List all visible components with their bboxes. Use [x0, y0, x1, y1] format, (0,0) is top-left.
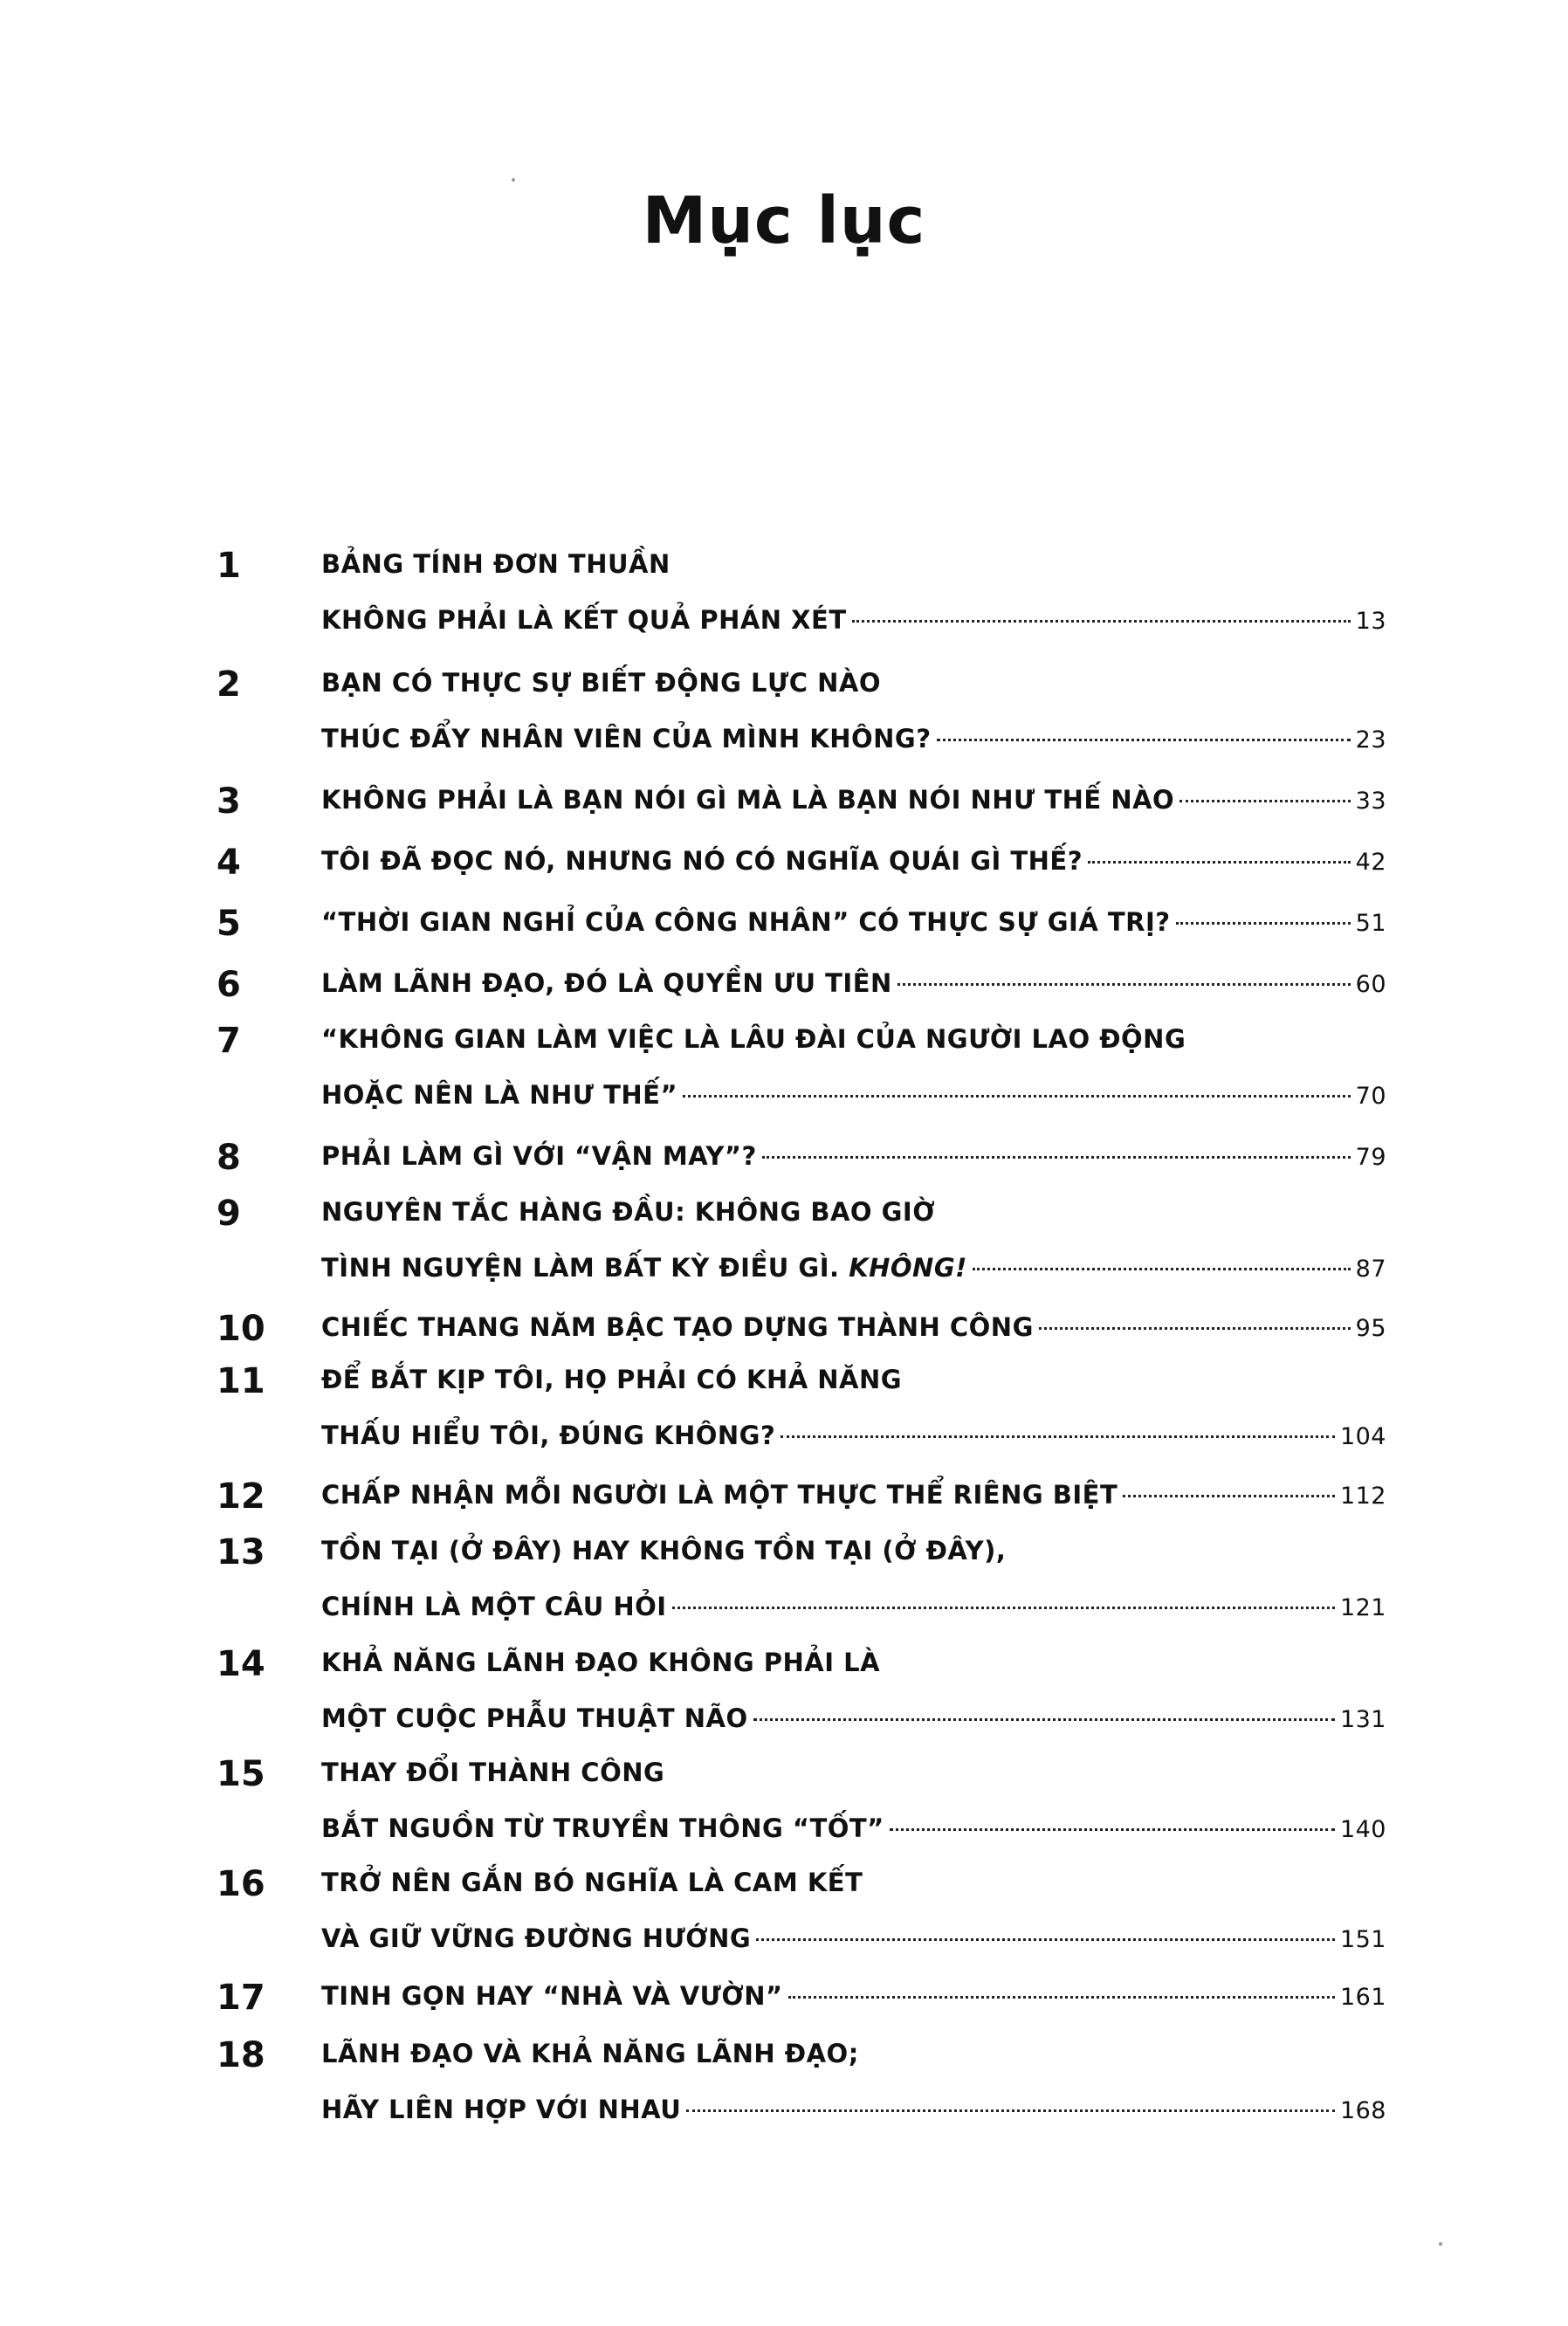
chapter-number: 14: [217, 1644, 265, 1684]
chapter-number: 15: [217, 1754, 265, 1794]
chapter-title-text: PHẢI LÀM GÌ VỚI “VẬN MAY”?: [321, 1141, 757, 1171]
chapter-title-text: “THỜI GIAN NGHỈ CỦA CÔNG NHÂN” CÓ THỰC SỰ GIÁ TRỊ?: [321, 907, 1171, 937]
page-number: 104: [1339, 1423, 1386, 1450]
chapter-title-text: HÃY LIÊN HỢP VỚI NHAU: [321, 2095, 682, 2124]
chapter-title-line-2: [321, 1249, 1386, 1287]
page-number: 51: [1355, 910, 1386, 937]
page-number: 95: [1355, 1315, 1386, 1342]
chapter-title-text: VÀ GIỮ VỮNG ĐƯỜNG HƯỚNG: [321, 1923, 752, 1953]
dot-leader: [1088, 861, 1351, 864]
chapter-title-line-2: [321, 1919, 1386, 1958]
chapter-number: 18: [217, 2035, 265, 2075]
chapter-number: 16: [217, 1864, 265, 1904]
dot-leader: [753, 1718, 1335, 1721]
chapter-title-line-1: [321, 842, 1386, 880]
page-number: 33: [1355, 788, 1386, 815]
chapter-title-text: [321, 1249, 967, 1287]
page-number: 168: [1339, 2097, 1386, 2124]
chapter-title-line-2: [321, 719, 1386, 758]
page-number: 70: [1355, 1083, 1386, 1110]
dot-leader: [762, 1156, 1351, 1159]
chapter-title-line-1: [321, 2034, 1386, 2073]
page-number: 121: [1339, 1594, 1386, 1621]
page-number: 131: [1339, 1706, 1386, 1733]
chapter-number: 3: [217, 781, 241, 822]
chapter-title-text: “KHÔNG GIAN LÀM VIỆC LÀ LÂU ĐÀI CỦA NGƯỜI LAO ĐỘNG: [321, 1024, 1186, 1054]
dot-leader: [756, 1938, 1335, 1941]
page-number: 151: [1339, 1926, 1386, 1953]
chapter-title-text: LÃNH ĐẠO VÀ KHẢ NĂNG LÃNH ĐẠO;: [321, 2039, 859, 2068]
page-number: 42: [1355, 849, 1386, 876]
chapter-title-text: CHẤP NHẬN MỖI NGƯỜI LÀ MỘT THỰC THỂ RIÊNG BIỆT: [321, 1480, 1118, 1510]
chapter-title-text: KHẢ NĂNG LÃNH ĐẠO KHÔNG PHẢI LÀ: [321, 1648, 881, 1677]
chapter-title-line-1: [321, 1360, 1386, 1399]
dot-leader: [672, 1607, 1335, 1609]
chapter-title-text: THAY ĐỔI THÀNH CÔNG: [321, 1758, 665, 1787]
dot-leader: [973, 1268, 1351, 1270]
chapter-title-line-2: [321, 1809, 1386, 1848]
dot-leader: [686, 2109, 1335, 2112]
dot-leader: [788, 1996, 1335, 1999]
page-title: Mục lục: [642, 183, 926, 258]
dot-leader: [1179, 800, 1350, 802]
dot-leader: [890, 1828, 1335, 1831]
scan-speck: [1439, 2242, 1442, 2246]
page-number: 23: [1355, 726, 1386, 754]
dot-leader: [781, 1435, 1335, 1438]
scan-speck: [512, 178, 515, 182]
dot-leader: [1039, 1327, 1351, 1330]
chapter-number: 8: [217, 1138, 241, 1178]
chapter-number: 1: [217, 546, 241, 586]
chapter-title-line-2: [321, 1076, 1386, 1114]
dot-leader: [897, 983, 1351, 986]
chapter-number: 2: [217, 664, 241, 705]
chapter-title-text: MỘT CUỘC PHẪU THUẬT NÃO: [321, 1703, 748, 1733]
chapter-title-line-2: [321, 2090, 1386, 2129]
chapter-title-line-1: [321, 1476, 1386, 1514]
chapter-title-line-1: [321, 545, 1386, 583]
chapter-title-text: CHÍNH LÀ MỘT CÂU HỎI: [321, 1592, 667, 1621]
chapter-title-text: THÚC ĐẨY NHÂN VIÊN CỦA MÌNH KHÔNG?: [321, 724, 932, 754]
chapter-number: 13: [217, 1532, 265, 1572]
chapter-number: 5: [217, 904, 241, 944]
chapter-title-line-1: [321, 1863, 1386, 1902]
dot-leader: [937, 739, 1351, 741]
chapter-title-plain: TÌNH NGUYỆN LÀM BẤT KỲ ĐIỀU GÌ.: [321, 1253, 840, 1283]
chapter-title-line-1: [321, 1753, 1386, 1792]
chapter-title-text: HOẶC NÊN LÀ NHƯ THẾ”: [321, 1080, 677, 1110]
chapter-title-line-1: [321, 1193, 1386, 1231]
chapter-title-text: KHÔNG PHẢI LÀ KẾT QUẢ PHÁN XÉT: [321, 605, 847, 635]
page-number: 79: [1355, 1144, 1386, 1171]
chapter-number: 9: [217, 1194, 241, 1234]
chapter-title-line-1: [321, 1020, 1386, 1058]
chapter-title-line-1: [321, 964, 1386, 1002]
chapter-title-text: NGUYÊN TẮC HÀNG ĐẦU: KHÔNG BAO GIỜ: [321, 1197, 936, 1227]
page-number: 87: [1355, 1256, 1386, 1283]
chapter-title-text: TỒN TẠI (Ở ĐÂY) HAY KHÔNG TỒN TẠI (Ở ĐÂY),: [321, 1536, 1007, 1566]
chapter-title-line-1: [321, 903, 1386, 941]
chapter-title-text: TÔI ĐÃ ĐỌC NÓ, NHƯNG NÓ CÓ NGHĨA QUÁI GÌ THẾ?: [321, 846, 1083, 876]
chapter-number: 6: [217, 965, 241, 1005]
chapter-title-line-1: [321, 1137, 1386, 1175]
dot-leader: [683, 1095, 1351, 1098]
page-number: 161: [1339, 1984, 1386, 2011]
chapter-number: 10: [217, 1309, 265, 1349]
chapter-title-italic: KHÔNG!: [849, 1253, 967, 1283]
chapter-number: 11: [217, 1361, 265, 1401]
chapter-title-text: CHIẾC THANG NĂM BẬC TẠO DỰNG THÀNH CÔNG: [321, 1312, 1034, 1342]
chapter-title-text: ĐỂ BẮT KỊP TÔI, HỌ PHẢI CÓ KHẢ NĂNG: [321, 1365, 903, 1394]
chapter-title-text: BẠN CÓ THỰC SỰ BIẾT ĐỘNG LỰC NÀO: [321, 668, 881, 698]
page-number: 60: [1355, 971, 1386, 998]
table-of-contents: [217, 0, 1386, 2326]
page-number: 13: [1355, 608, 1386, 635]
chapter-title-line-1: [321, 1531, 1386, 1570]
dot-leader: [852, 620, 1351, 623]
chapter-number: 12: [217, 1476, 265, 1517]
dot-leader: [1176, 922, 1351, 925]
chapter-title-text: THẤU HIỂU TÔI, ĐÚNG KHÔNG?: [321, 1421, 776, 1450]
chapter-title-line-2: [321, 1587, 1386, 1626]
chapter-title-text: KHÔNG PHẢI LÀ BẠN NÓI GÌ MÀ LÀ BẠN NÓI NHƯ THẾ NÀO: [321, 785, 1175, 815]
chapter-title-line-2: [321, 601, 1386, 639]
chapter-number: 4: [217, 843, 241, 883]
chapter-title-line-1: [321, 1643, 1386, 1682]
page-number: 112: [1339, 1483, 1386, 1510]
chapter-title-text: LÀM LÃNH ĐẠO, ĐÓ LÀ QUYỀN ƯU TIÊN: [321, 968, 892, 998]
chapter-title-line-1: [321, 1977, 1386, 2015]
chapter-title-line-1: [321, 781, 1386, 819]
chapter-title-text: TRỞ NÊN GẮN BÓ NGHĨA LÀ CAM KẾT: [321, 1868, 863, 1897]
chapter-title-line-2: [321, 1699, 1386, 1738]
chapter-title-line-1: [321, 1308, 1386, 1346]
chapter-title-line-2: [321, 1416, 1386, 1455]
chapter-title-line-1: [321, 664, 1386, 702]
chapter-title-text: BẢNG TÍNH ĐƠN THUẦN: [321, 549, 671, 579]
page-number: 140: [1339, 1816, 1386, 1843]
dot-leader: [1123, 1495, 1335, 1497]
chapter-number: 17: [217, 1978, 265, 2018]
chapter-number: 7: [217, 1021, 241, 1061]
chapter-title-text: BẮT NGUỒN TỪ TRUYỀN THÔNG “TỐT”: [321, 1813, 884, 1843]
chapter-title-text: TINH GỌN HAY “NHÀ VÀ VƯỜN”: [321, 1981, 783, 2011]
